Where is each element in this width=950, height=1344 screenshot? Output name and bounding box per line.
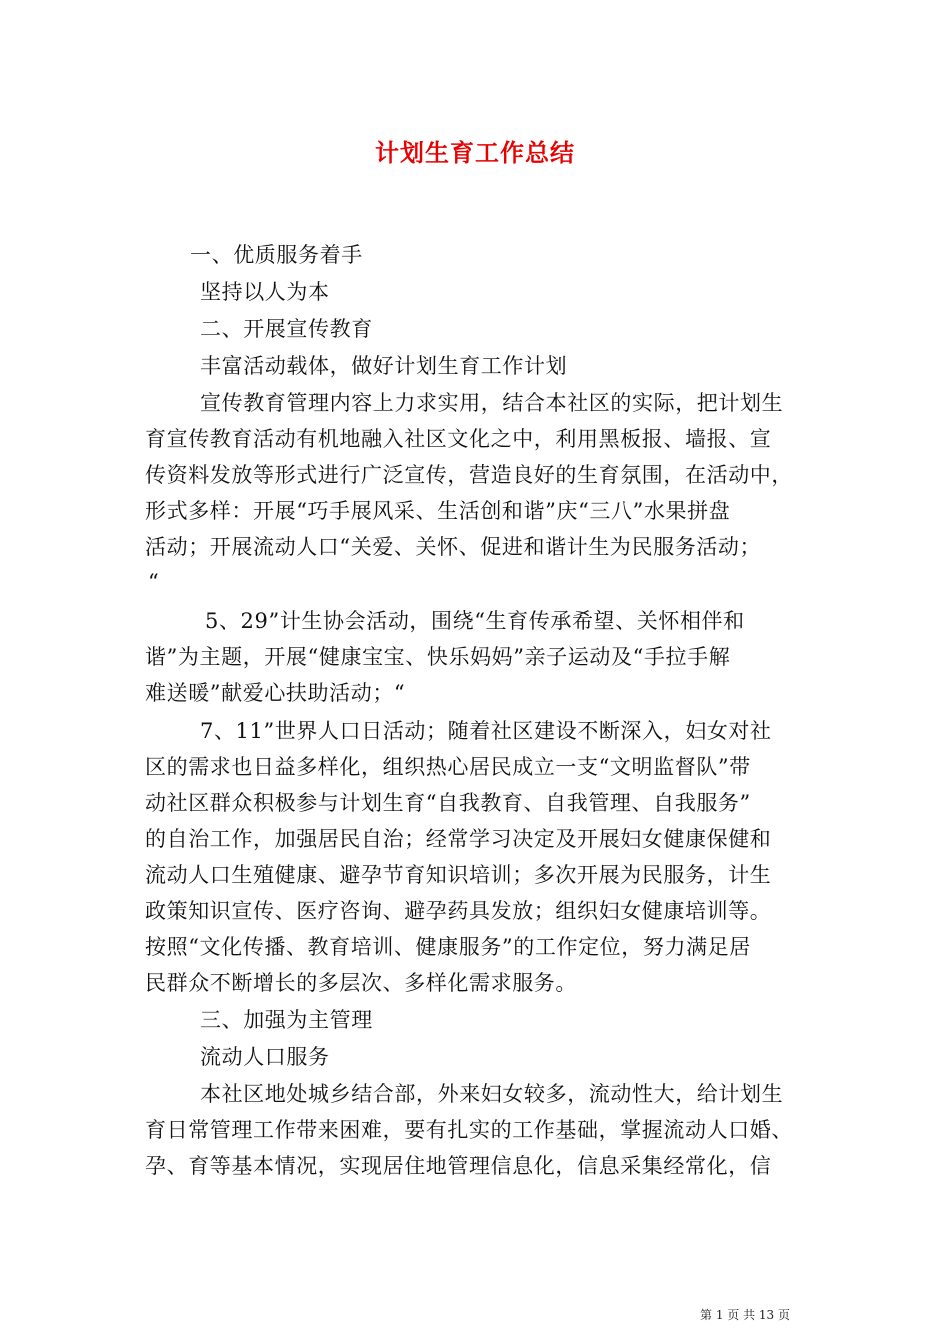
paragraph-line: 7、11”世界人口日活动；随着社区建设不断深入，妇女对社 [200, 719, 772, 743]
paragraph-line: 动社区群众积极参与计划生育“自我教育、自我管理、自我服务” [145, 791, 751, 815]
subheading-line: 坚持以人为本 [200, 280, 330, 304]
paragraph-line: 孕、育等基本情况，实现居住地管理信息化，信息采集经常化，信 [145, 1154, 772, 1178]
paragraph-line: 民群众不断增长的多层次、多样化需求服务。 [145, 971, 577, 995]
paragraph-line: 形式多样：开展“巧手展风采、生活创和谐”庆“三八”水果拼盘 [145, 499, 731, 523]
paragraph-line: 谐”为主题，开展“健康宝宝、快乐妈妈”亲子运动及“手拉手解 [145, 645, 731, 669]
paragraph-line: 5、29”计生协会活动，围绕“生育传承希望、关怀相伴和 [205, 609, 745, 633]
paragraph-line: 育日常管理工作带来困难，要有扎实的工作基础，掌握流动人口婚、 [145, 1118, 793, 1142]
paragraph-line: 区的需求也日益多样化，组织热心居民成立一支“文明监督队”带 [145, 755, 751, 779]
paragraph-line: 流动人口生殖健康、避孕节育知识培训；多次开展为民服务，计生 [145, 863, 772, 887]
paragraph-line: 按照“文化传播、教育培训、健康服务”的工作定位，努力满足居 [145, 935, 751, 959]
page-number: 第 1 页 共 13 页 [700, 1308, 790, 1322]
paragraph-line: 难送暖”献爱心扶助活动；“ [145, 681, 406, 705]
paragraph-line: 政策知识宣传、医疗咨询、避孕药具发放；组织妇女健康培训等。 [145, 899, 772, 923]
paragraph-line: 的自治工作，加强居民自治；经常学习决定及开展妇女健康保健和 [145, 827, 772, 851]
document-title: 计划生育工作总结 [375, 138, 575, 167]
heading-line: 二、开展宣传教育 [200, 317, 373, 341]
paragraph-line: 传资料发放等形式进行广泛宣传，营造良好的生育氛围，在活动中， [145, 463, 793, 487]
paragraph-line: 活动；开展流动人口“关爱、关怀、促进和谐计生为民服务活动； [145, 535, 762, 559]
paragraph-line: 本社区地处城乡结合部，外来妇女较多，流动性大，给计划生 [200, 1082, 784, 1106]
heading-line: 一、优质服务着手 [190, 243, 363, 267]
subheading-line: 流动人口服务 [200, 1045, 330, 1069]
subheading-line: 丰富活动载体，做好计划生育工作计划 [200, 354, 568, 378]
paragraph-line: “ [148, 570, 160, 594]
paragraph-line: 宣传教育管理内容上力求实用，结合本社区的实际，把计划生 [200, 391, 784, 415]
heading-line: 三、加强为主管理 [200, 1008, 373, 1032]
paragraph-line: 育宣传教育活动有机地融入社区文化之中，利用黑板报、墙报、宣 [145, 427, 772, 451]
